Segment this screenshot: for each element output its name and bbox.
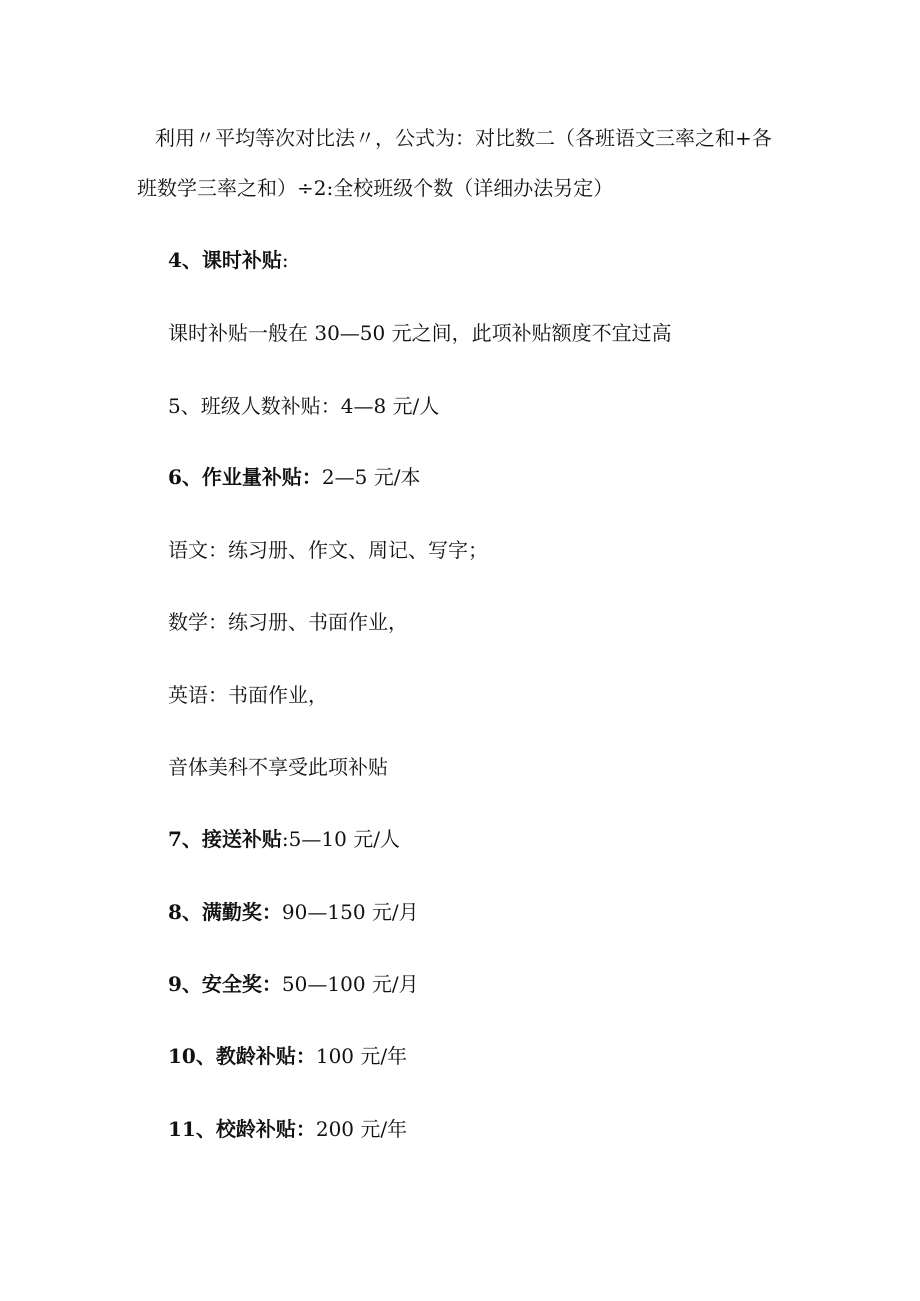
intro-line-1	[155, 125, 772, 151]
intro-text-1: 利用〃平均等次对比法〃，公式为：对比数二（各班语文三率之和+各	[155, 126, 772, 150]
subject-chinese-line	[168, 537, 488, 563]
section-7-line	[168, 826, 400, 852]
section-6-value: 2—5 元/本	[321, 465, 421, 489]
section-5-text: 5、班级人数补贴：4—8 元/人	[168, 394, 440, 418]
section-11-line	[168, 1116, 407, 1142]
subject-arts-line	[168, 754, 388, 780]
section-4-heading: 4、课时补贴	[168, 248, 282, 272]
section-7-heading: 7、接送补贴	[168, 827, 282, 851]
section-5-line	[168, 393, 439, 419]
section-9-line	[168, 971, 419, 997]
subject-chinese-text: 语文：练习册、作文、周记、写字；	[168, 538, 488, 562]
subject-arts-text: 音体美科不享受此项补贴	[168, 755, 388, 779]
section-11-heading: 11、校龄补贴：	[168, 1117, 316, 1141]
section-4-description: 课时补贴一般在 30—50 元之间，此项补贴额度不宜过高	[168, 321, 672, 345]
section-9-value: 50—100 元/月	[281, 972, 419, 996]
section-8-line	[168, 899, 419, 925]
section-11-value: 200 元/年	[315, 1117, 408, 1141]
section-9-heading: 9、安全奖：	[168, 972, 282, 996]
subject-math-text: 数学：练习册、书面作业，	[168, 610, 408, 634]
section-6-heading: 6、作业量补贴：	[168, 465, 322, 489]
section-4-colon: :	[281, 248, 289, 272]
intro-text-2: 班数学三率之和）÷2:全校班级个数（详细办法另定）	[137, 176, 614, 200]
section-10-heading: 10、教龄补贴：	[168, 1044, 316, 1068]
section-4-heading-line	[168, 247, 289, 273]
section-7-value: :5—10 元/人	[281, 827, 400, 851]
section-8-heading: 8、满勤奖：	[168, 900, 282, 924]
section-8-value: 90—150 元/月	[281, 900, 419, 924]
section-10-line	[168, 1043, 407, 1069]
subject-english-line	[168, 682, 328, 708]
section-6-line	[168, 464, 420, 490]
subject-math-line	[168, 609, 408, 635]
section-4-description-line	[168, 320, 672, 346]
intro-line-2	[137, 175, 613, 201]
subject-english-text: 英语：书面作业，	[168, 683, 328, 707]
section-10-value: 100 元/年	[315, 1044, 408, 1068]
